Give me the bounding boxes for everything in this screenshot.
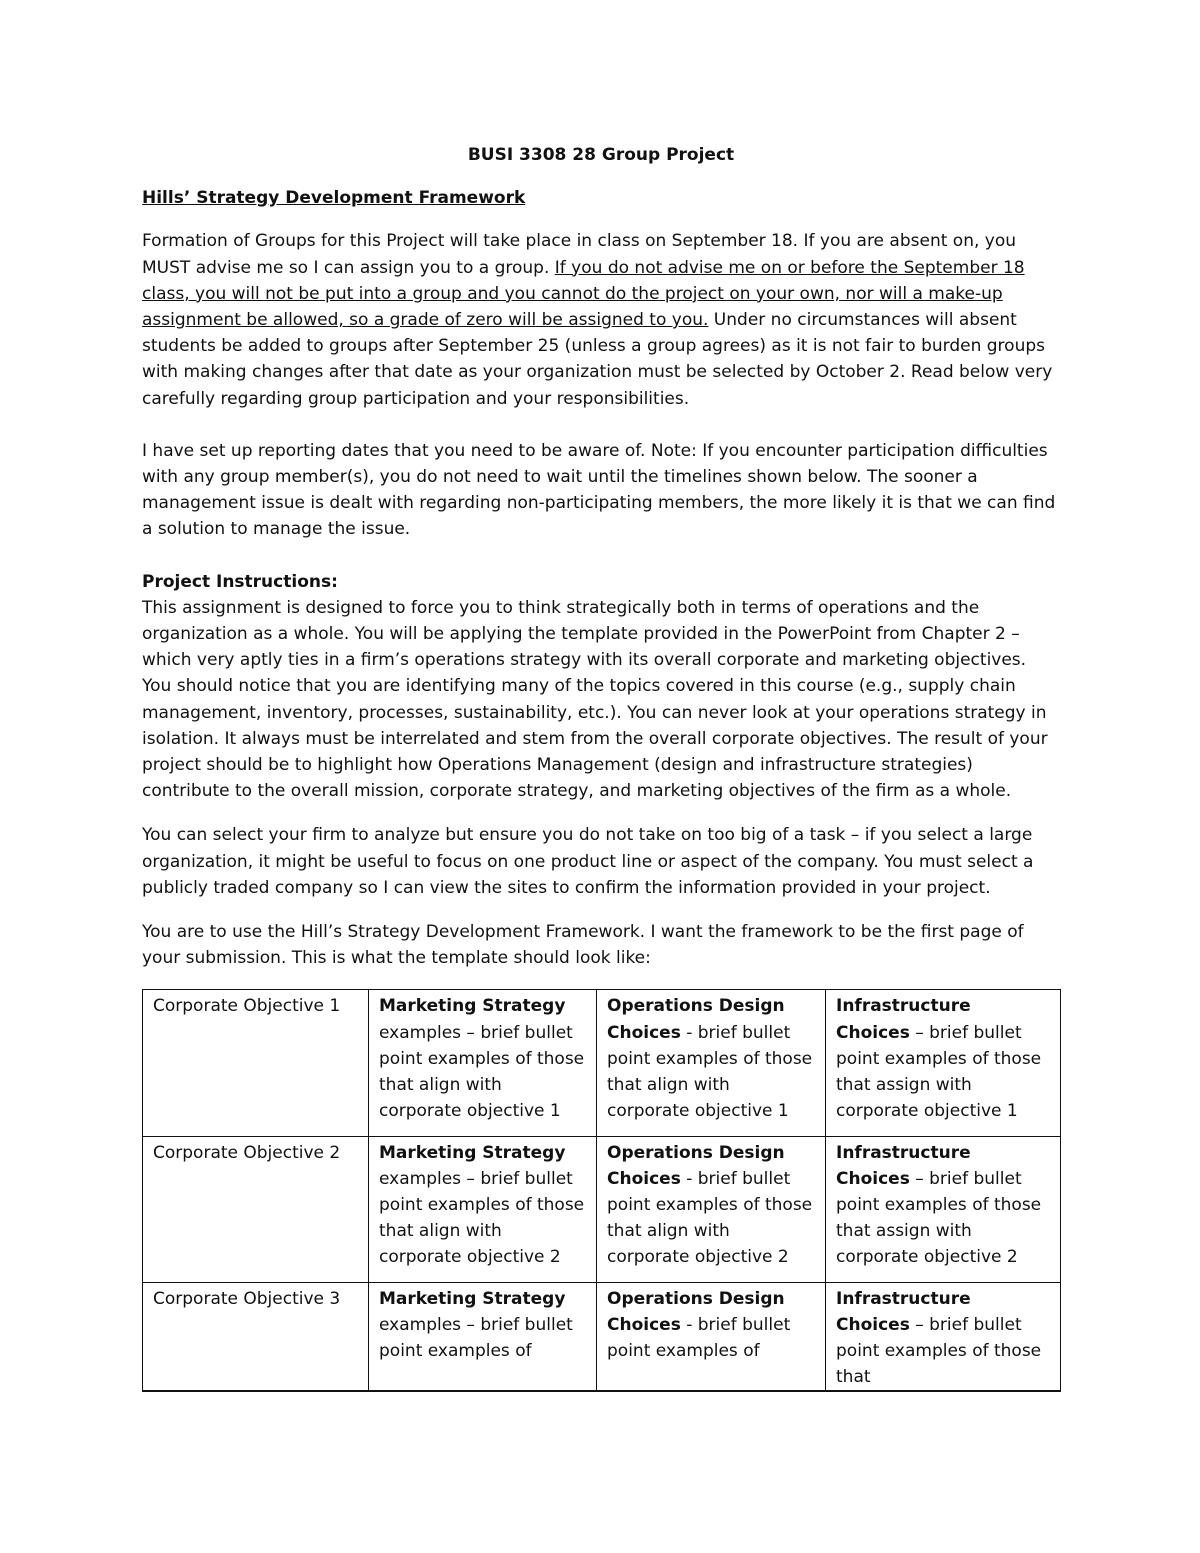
infrastructure-choices-cell	[826, 990, 1061, 1136]
operations-design-text: - brief bullet point examples of	[607, 1314, 791, 1361]
operations-design-text: - brief bullet point examples of those that align with corporate objective 2	[607, 1168, 813, 1268]
table-row	[143, 1136, 1061, 1282]
infrastructure-choices-label: Infrastructure Choices	[836, 996, 971, 1043]
operations-design-cell	[597, 990, 826, 1136]
paragraph-framework-instructions: You are to use the Hill’s Strategy Development Framework. I want the framework to be the first page of your submission. This is what the template should look like:	[142, 922, 1024, 969]
table-row	[143, 990, 1061, 1136]
corporate-objective-cell: Corporate Objective 2	[143, 1136, 369, 1282]
marketing-strategy-label: Marketing Strategy	[379, 1288, 566, 1309]
project-instructions-heading: Project Instructions:	[142, 571, 338, 592]
corporate-objective-cell: Corporate Objective 1	[143, 990, 369, 1136]
paragraph-firm-selection: You can select your firm to analyze but ensure you do not take on too big of a task – if you select a large organization, it might be useful to focus on one product line or aspect of the company. You must select a publicly traded company so I can view the sites to confirm the information provided in your project.	[142, 825, 1034, 898]
paragraph-group-formation-part2: Under no circumstances will absent students be added to groups after September 25 (unless a group agrees) as it is not fair to burden groups with making changes after that date as your organization must be selected by October 2. Read below very carefully regarding group participation and your responsibilities.	[142, 310, 1053, 409]
paragraph-group-formation	[142, 228, 1060, 411]
operations-design-text: - brief bullet point examples of those that align with corporate objective 1	[607, 1022, 813, 1122]
paragraph-group-formation-warning: If you do not advise me on or before the September 18 class, you will not be put into a group and you cannot do the project on your own, nor will a make-up assignment be allowed, so a grade of zero will be assigned to you.	[142, 257, 1025, 331]
marketing-strategy-cell	[369, 1136, 597, 1282]
infrastructure-choices-text: – brief bullet point examples of those that assign with corporate objective 1	[836, 1022, 1042, 1122]
operations-design-label: Operations Design Choices	[607, 1288, 785, 1335]
marketing-strategy-text: examples – brief bullet point examples of those that align with corporate objective 2	[379, 1168, 585, 1268]
operations-design-label: Operations Design Choices	[607, 1142, 785, 1189]
corporate-objective-cell: Corporate Objective 3	[143, 1282, 369, 1391]
paragraph-assignment-description: This assignment is designed to force you to think strategically both in terms of operations and the organization as a whole. You will be applying the template provided in the PowerPoint from Chapter 2 – which very aptly ties in a firm’s operations strategy with its overall corporate and marketing objectives. You should notice that you are identifying many of the topics covered in this course (e.g., supply chain management, inventory, processes, sustainability, etc.). You can never look at your operations strategy in isolation. It always must be interrelated and stem from the overall corporate objectives. The result of your project should be to highlight how Operations Management (design and infrastructure strategies) contribute to the overall mission, corporate strategy, and marketing objectives of the firm as a whole.	[142, 597, 1048, 802]
marketing-strategy-cell	[369, 1282, 597, 1391]
paragraph-reporting-dates: I have set up reporting dates that you need to be aware of. Note: If you encounter participation difficulties with any group member(s), you do not need to wait until the timelines shown below. The sooner a management issue is dealt with regarding non-participating members, the more likely it is that we can find a solution to manage the issue.	[142, 440, 1056, 540]
infrastructure-choices-cell	[826, 1282, 1061, 1391]
marketing-strategy-label: Marketing Strategy	[379, 996, 566, 1017]
marketing-strategy-label: Marketing Strategy	[379, 1142, 566, 1163]
marketing-strategy-cell	[369, 990, 597, 1136]
infrastructure-choices-text: – brief bullet point examples of those that assign with corporate objective 2	[836, 1168, 1042, 1268]
table-row	[143, 1282, 1061, 1391]
operations-design-cell	[597, 1136, 826, 1282]
operations-design-label: Operations Design Choices	[607, 996, 785, 1043]
document-title: BUSI 3308 28 Group Project	[467, 145, 735, 165]
infrastructure-choices-label: Infrastructure Choices	[836, 1142, 971, 1189]
marketing-strategy-text: examples – brief bullet point examples of those that align with corporate objective 1	[379, 1022, 585, 1122]
infrastructure-choices-text: – brief bullet point examples of those that	[836, 1314, 1042, 1388]
operations-design-cell	[597, 1282, 826, 1391]
document-subtitle: Hills’ Strategy Development Framework	[142, 188, 526, 209]
marketing-strategy-text: examples – brief bullet point examples of	[379, 1314, 573, 1361]
infrastructure-choices-cell	[826, 1136, 1061, 1282]
document-page	[142, 142, 1060, 1392]
infrastructure-choices-label: Infrastructure Choices	[836, 1288, 971, 1335]
framework-template-table	[142, 989, 1061, 1392]
paragraph-group-formation-part1: Formation of Groups for this Project will take place in class on September 18. If you are absent on, you MUST advise me so I can assign you to a group.	[142, 231, 1017, 278]
